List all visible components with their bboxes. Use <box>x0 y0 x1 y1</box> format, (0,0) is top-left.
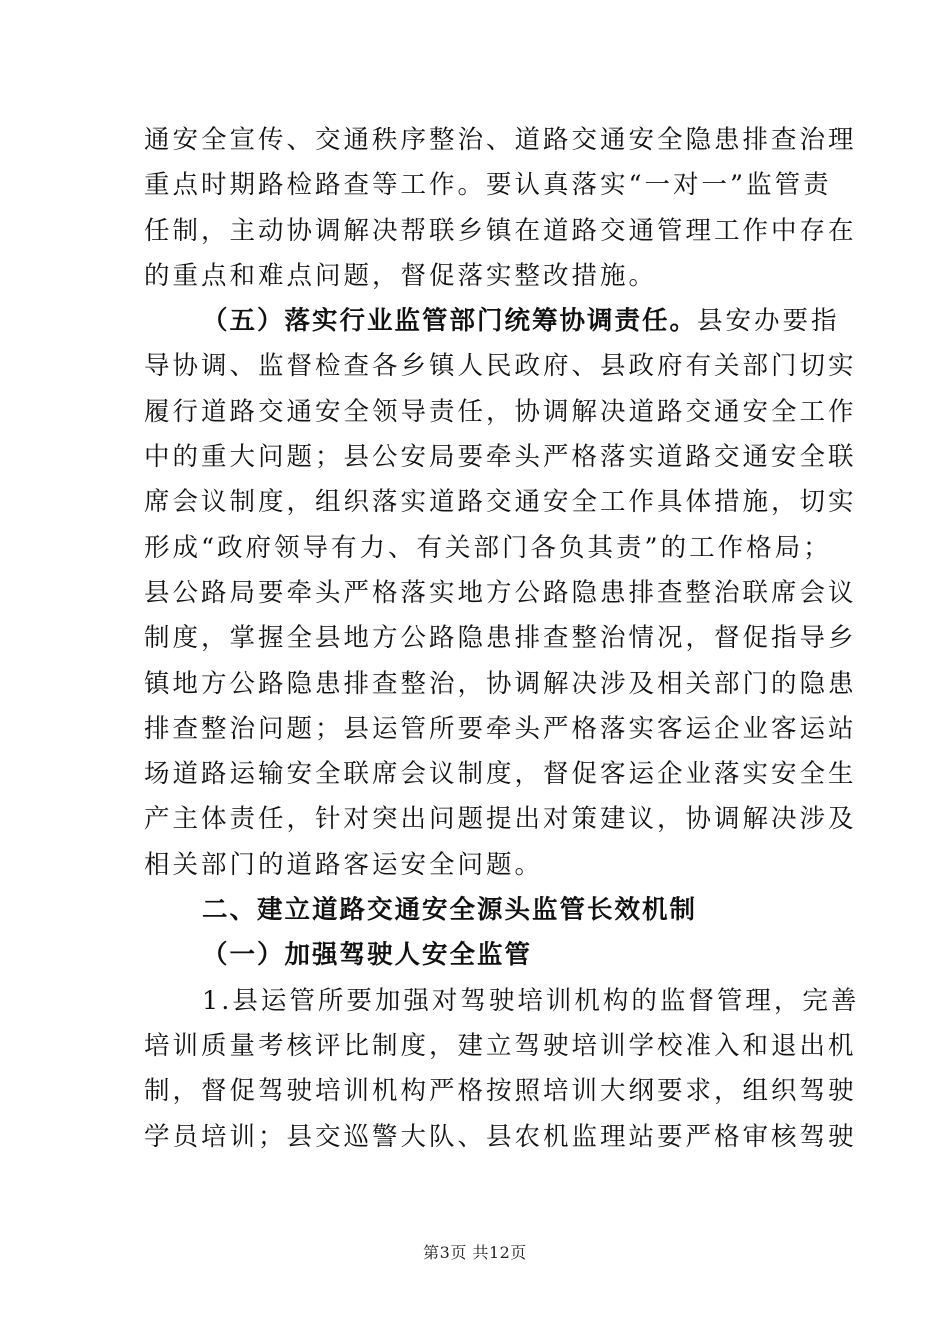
item-1-first-line: 1.县运管所要加强对驾驶培训机构的监督管理，完善 <box>202 985 860 1016</box>
page-number-footer: 第3页 共12页 <box>423 1243 527 1262</box>
text-line: 履行道路交通安全领导责任，协调解决道路交通安全工作 <box>144 396 857 427</box>
text-line: 席会议制度，组织落实道路交通安全工作具体措施，切实 <box>144 487 857 518</box>
text-line: 产主体责任，针对突出问题提出对策建议，协调解决涉及 <box>144 804 857 835</box>
text-line: 任制，主动协调解决帮联乡镇在道路交通管理工作中存在 <box>144 215 857 246</box>
text-line: 县公路局要牵头严格落实地方公路隐患排查整治联席会议 <box>144 577 857 608</box>
document-body <box>144 118 860 1160</box>
section-2-heading: 二、建立道路交通安全源头监管长效机制 <box>202 895 698 926</box>
text-line: 制，督促驾驶培训机构严格按照培训大纲要求，组织驾驶 <box>144 1076 857 1107</box>
text-line: 排查整治问题；县运管所要牵头严格落实客运企业客运站 <box>144 713 857 744</box>
section-5-first-tail: 县安办要指 <box>697 306 840 337</box>
text-line: 培训质量考核评比制度，建立驾驶培训学校准入和退出机 <box>144 1030 857 1061</box>
text-line: 制度，掌握全县地方公路隐患排查整治情况，督促指导乡 <box>144 623 857 654</box>
text-line: 重点时期路检路查等工作。要认真落实“一对一”监管责 <box>144 170 832 201</box>
text-line: 导协调、监督检查各乡镇人民政府、县政府有关部门切实 <box>144 351 857 382</box>
subsection-1-heading: （一）加强驾驶人安全监管 <box>202 940 533 971</box>
section-5-heading: （五）落实行业监管部门统筹协调责任。 <box>202 306 698 337</box>
text-line: 通安全宣传、交通秩序整治、道路交通安全隐患排查治理 <box>144 125 857 155</box>
text-line: 的重点和难点问题，督促落实整改措施。 <box>144 260 658 291</box>
text-line: 镇地方公路隐患排查整治，协调解决涉及相关部门的隐患 <box>144 668 857 699</box>
text-line: 学员培训；县交巡警大队、县农机监理站要严格审核驾驶 <box>144 1121 857 1152</box>
text-line: 相关部门的道路客运安全问题。 <box>144 849 544 880</box>
text-line: 形成“政府领导有力、有关部门各负其责”的工作格局； <box>144 532 832 563</box>
text-line: 中的重大问题；县公安局要牵头严格落实道路交通安全联 <box>144 442 857 473</box>
section-5-first-line <box>144 299 840 344</box>
text-line: 场道路运输安全联席会议制度，督促客运企业落实安全生 <box>144 759 857 790</box>
